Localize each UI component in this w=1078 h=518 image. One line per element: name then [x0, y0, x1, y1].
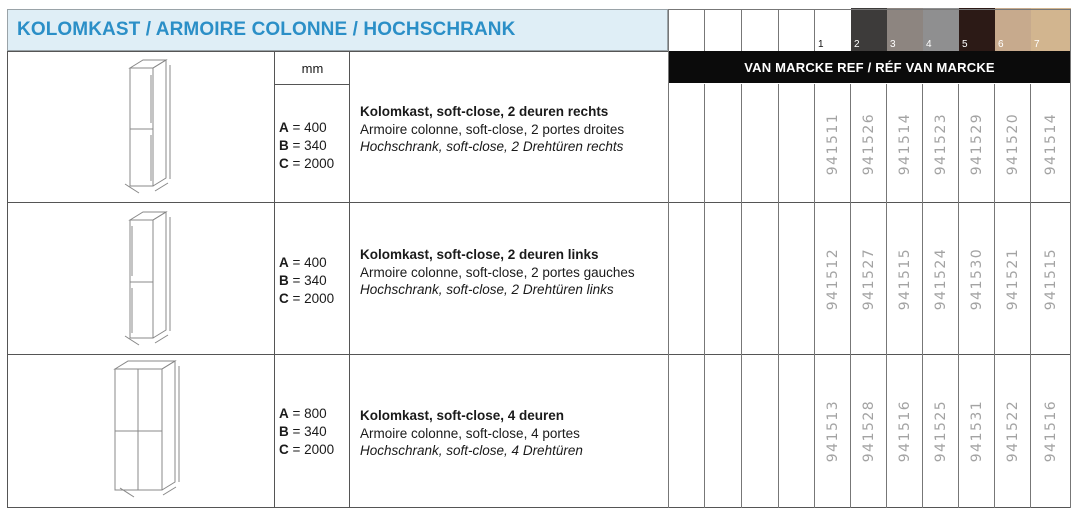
ref-number: 941528 — [861, 399, 878, 463]
dim-b-value: 340 — [304, 273, 327, 288]
description-fr: Armoire colonne, soft-close, 2 portes gauches — [360, 264, 635, 280]
ref-number: 941516 — [897, 399, 914, 463]
dimensions-row-2: A = 400 B = 340 C = 2000 — [279, 255, 335, 306]
description-nl: Kolomkast, soft-close, 2 deuren links — [360, 247, 599, 262]
grid-line — [7, 51, 668, 52]
ref-cell — [923, 203, 959, 354]
grid-line — [704, 84, 705, 508]
swatch-number: 7 — [1034, 39, 1040, 50]
ref-cell — [1033, 203, 1069, 354]
ref-number: 941515 — [897, 247, 914, 310]
ref-number: 941524 — [933, 247, 950, 310]
ref-cell — [1033, 85, 1069, 202]
grid-line — [668, 9, 669, 508]
cabinet-2-door-left-drawing — [8, 206, 274, 352]
dim-c-label: C — [279, 442, 289, 457]
grid-line — [741, 9, 742, 51]
ref-cell — [923, 355, 959, 507]
swatch-7 — [1031, 8, 1071, 51]
description-row-1 — [360, 103, 666, 156]
swatch-number: 3 — [890, 39, 896, 50]
ref-number: 941530 — [969, 247, 986, 310]
dim-b-label: B — [279, 273, 289, 288]
dim-c-value: 2000 — [304, 442, 335, 457]
dim-a-label: A — [279, 120, 289, 135]
ref-number: 941522 — [1005, 399, 1022, 463]
dimensions-row-1: A = 400 B = 340 C = 2000 — [279, 120, 335, 171]
swatch-6 — [995, 8, 1031, 51]
ref-number: 941516 — [1043, 399, 1060, 463]
cabinet-4-door-drawing — [8, 358, 274, 504]
ref-number: 941512 — [825, 247, 842, 310]
dim-c-label: C — [279, 156, 289, 171]
swatch-1 — [815, 8, 851, 51]
swatch-2 — [851, 8, 887, 51]
ref-cell — [851, 355, 887, 507]
dim-a-value: 800 — [304, 406, 327, 421]
swatch-number: 5 — [962, 39, 968, 50]
ref-number: 941514 — [897, 112, 914, 175]
dim-a-label: A — [279, 255, 289, 270]
ref-number: 941514 — [1043, 112, 1060, 175]
ref-cell — [959, 85, 995, 202]
description-de: Hochschrank, soft-close, 2 Drehtüren rechts — [360, 139, 624, 154]
swatch-number: 6 — [998, 39, 1004, 50]
swatch-3 — [887, 8, 923, 51]
grid-line — [349, 51, 350, 508]
unit-header: mm — [301, 60, 324, 76]
cabinet-2-door-right-drawing — [8, 55, 274, 200]
description-fr: Armoire colonne, soft-close, 4 portes — [360, 425, 580, 441]
dim-b-label: B — [279, 138, 289, 153]
grid-line — [1070, 9, 1071, 508]
ref-cell — [815, 355, 851, 507]
dim-c-value: 2000 — [304, 291, 335, 306]
dim-a-value: 400 — [304, 255, 327, 270]
swatch-5 — [959, 8, 995, 51]
swatch-number: 2 — [854, 39, 860, 50]
grid-line — [814, 9, 815, 51]
dim-c-label: C — [279, 291, 289, 306]
swatch-4 — [923, 8, 959, 51]
ref-number: 941527 — [861, 247, 878, 310]
grid-line — [778, 9, 779, 51]
dim-a-label: A — [279, 406, 289, 421]
ref-number: 941525 — [933, 399, 950, 463]
ref-number: 941511 — [825, 112, 842, 175]
description-nl: Kolomkast, soft-close, 2 deuren rechts — [360, 104, 609, 119]
grid-line — [274, 51, 275, 508]
ref-number: 941515 — [1043, 247, 1060, 310]
swatch-number: 4 — [926, 39, 932, 50]
grid-line — [704, 9, 705, 51]
dim-a-value: 400 — [304, 120, 327, 135]
grid-line — [741, 84, 742, 508]
ref-number: 941521 — [1005, 247, 1022, 310]
ref-cell — [1033, 355, 1069, 507]
ref-number: 941513 — [825, 399, 842, 463]
ref-cell — [851, 203, 887, 354]
ref-cell — [887, 355, 923, 507]
ref-number: 941523 — [933, 112, 950, 175]
description-row-3 — [360, 407, 666, 460]
description-de: Hochschrank, soft-close, 2 Drehtüren links — [360, 282, 614, 297]
ref-cell — [815, 203, 851, 354]
ref-cell — [995, 203, 1031, 354]
dim-b-label: B — [279, 424, 289, 439]
dim-b-value: 340 — [304, 424, 327, 439]
ref-header: VAN MARCKE REF / RÉF VAN MARCKE — [668, 51, 1071, 83]
ref-cell — [995, 85, 1031, 202]
ref-number: 941526 — [861, 112, 878, 175]
ref-cell — [887, 85, 923, 202]
ref-number: 941520 — [1005, 112, 1022, 175]
ref-cell — [923, 85, 959, 202]
description-row-2 — [360, 246, 645, 299]
ref-cell — [959, 203, 995, 354]
description-fr: Armoire colonne, soft-close, 2 portes droites — [360, 121, 625, 137]
ref-cell — [851, 85, 887, 202]
ref-number: 941529 — [969, 112, 986, 175]
ref-cell — [995, 355, 1031, 507]
description-nl: Kolomkast, soft-close, 4 deuren — [360, 408, 565, 423]
grid-line — [778, 84, 779, 508]
grid-line — [668, 9, 1071, 10]
ref-cell — [815, 85, 851, 202]
grid-line — [275, 84, 350, 85]
grid-line — [7, 507, 1071, 508]
dim-b-value: 340 — [304, 138, 327, 153]
dim-c-value: 2000 — [304, 156, 335, 171]
swatch-number: 1 — [818, 39, 824, 50]
ref-number: 941531 — [969, 399, 986, 463]
ref-cell — [959, 355, 995, 507]
ref-cell — [887, 203, 923, 354]
dimensions-row-3: A = 800 B = 340 C = 2000 — [279, 406, 335, 457]
table-title: KOLOMKAST / ARMOIRE COLONNE / HOCHSCHRANK — [7, 9, 668, 51]
description-de: Hochschrank, soft-close, 4 Drehtüren — [360, 443, 583, 458]
